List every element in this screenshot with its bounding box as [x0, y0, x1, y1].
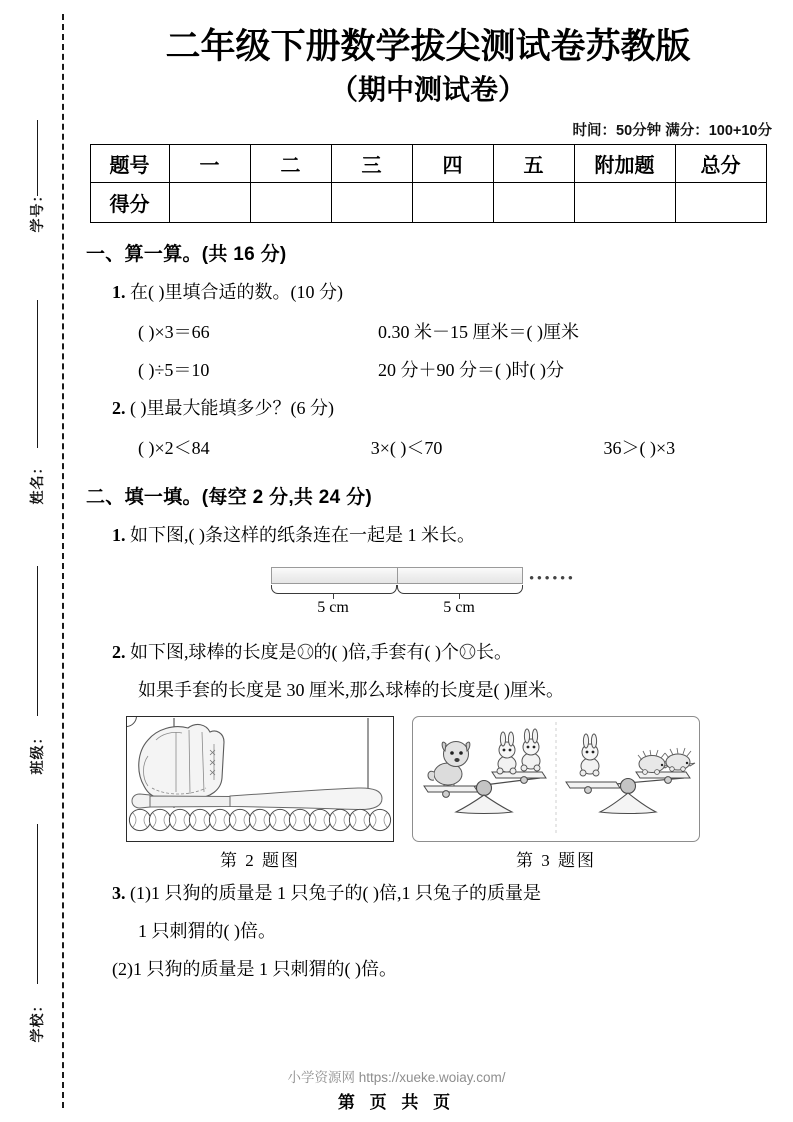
figure-frame [412, 716, 700, 842]
field-label-class: 班级： [29, 729, 45, 775]
score-table-col-total: 总分 [675, 144, 766, 182]
strip-length-label-left: 5 cm [317, 598, 349, 616]
binding-margin-rail [0, 0, 72, 1122]
equation-3-3: 36＞( )×3 [603, 437, 676, 458]
question-number: 2. [112, 641, 126, 662]
equation-row-3 [138, 434, 778, 460]
question-1-1 [112, 279, 778, 306]
question-2-2 [112, 639, 778, 666]
score-table-row-label-1: 题号 [90, 144, 169, 182]
dashed-fold-line [62, 14, 64, 1108]
score-cell-4[interactable] [412, 182, 493, 222]
question-text: (1)1 只狗的质量是 1 只兔子的( )倍,1 只兔子的质量是 [130, 882, 541, 903]
ellipsis-dots: •••••• [529, 570, 576, 587]
question-number: 1. [112, 281, 126, 302]
score-cell-5[interactable] [493, 182, 574, 222]
equation-row-2 [138, 356, 778, 382]
equation-2-2: 20 分＋90 分＝( )时( )分 [378, 359, 564, 380]
score-table [90, 144, 767, 223]
question-number: 3. [112, 882, 126, 903]
exam-meta-line: 时间：50分钟 满分：100+10分 [572, 122, 772, 139]
field-label-student-name: 姓名： [29, 459, 45, 505]
question-text-part-a: 如下图,球棒的长度是 [130, 641, 297, 662]
rail-segment [37, 824, 38, 984]
question-number: 1. [112, 524, 126, 545]
question-2-3-line3: (2)1 只狗的质量是 1 只刺猬的( )倍。 [112, 958, 397, 979]
paper-strip-divider [397, 567, 398, 584]
rail-segment [37, 566, 38, 716]
measure-brace-left [271, 585, 397, 594]
paper-strip-figure [263, 563, 593, 621]
table-row-header [90, 144, 766, 182]
table-row-score [90, 182, 766, 222]
baseball-figure [126, 716, 394, 870]
question-text: 如下图,( )条这样的纸条连在一起是 1 米长。 [130, 524, 475, 545]
question-number: 2. [112, 397, 126, 418]
equation-3-1: ( )×2＜84 [138, 437, 210, 458]
equation-1-1: ( )×3＝66 [138, 321, 210, 342]
figure-frame [126, 716, 394, 842]
figure-caption: 第 2 题图 [220, 850, 300, 870]
question-2-3 [112, 880, 778, 907]
measure-brace-right [397, 585, 523, 594]
question-2-3-line2: 1 只刺猬的( )倍。 [138, 920, 276, 941]
score-cell-bonus[interactable] [574, 182, 675, 222]
site-watermark: 小学资源网 https://xueke.woiay.com/ [287, 1070, 506, 1085]
score-table-col-3: 三 [331, 144, 412, 182]
score-table-col-4: 四 [412, 144, 493, 182]
exam-page [78, 0, 778, 1122]
field-label-student-id: 学号： [29, 187, 45, 233]
strip-length-label-right: 5 cm [443, 598, 475, 616]
question-1-2 [112, 395, 778, 422]
field-label-school: 学校： [29, 997, 45, 1043]
score-table-row-label-2: 得分 [90, 182, 169, 222]
score-table-col-5: 五 [493, 144, 574, 182]
baseball-icon [459, 643, 476, 660]
baseball-icon [297, 643, 314, 660]
equation-2-1: ( )÷5＝10 [138, 359, 210, 380]
score-table-col-1: 一 [169, 144, 250, 182]
figures-row [78, 716, 778, 874]
rail-segment [37, 120, 38, 196]
equation-row-1 [138, 318, 778, 344]
page-title: 二年级下册数学拔尖测试卷苏教版 [165, 27, 691, 66]
section-heading-2: 二、填一填。(每空 2 分,共 24 分) [86, 486, 373, 508]
score-cell-total[interactable] [675, 182, 766, 222]
question-2-2-line2: 如果手套的长度是 30 厘米,那么球棒的长度是( )厘米。 [138, 679, 564, 700]
rail-segment [37, 300, 38, 448]
page-subtitle: （期中测试卷） [329, 74, 526, 106]
question-2-1 [112, 522, 778, 549]
score-cell-1[interactable] [169, 182, 250, 222]
question-text: ( )里最大能填多少？(6 分) [130, 397, 334, 418]
question-text: 在( )里填合适的数。(10 分) [130, 281, 343, 302]
equation-1-2: 0.30 米－15 厘米＝( )厘米 [378, 321, 579, 342]
question-text-part-b: 的( )倍,手套有( )个 [313, 641, 459, 662]
balance-figure [412, 716, 700, 870]
score-cell-2[interactable] [250, 182, 331, 222]
question-text-part-c: 长。 [475, 641, 512, 662]
score-table-col-bonus: 附加题 [574, 144, 675, 182]
equation-3-2: 3×( )＜70 [370, 437, 443, 458]
section-heading-1: 一、算一算。(共 16 分) [86, 243, 287, 265]
score-table-col-2: 二 [250, 144, 331, 182]
score-cell-3[interactable] [331, 182, 412, 222]
page-number-footer: 第 页 共 页 [337, 1093, 456, 1112]
figure-caption: 第 3 题图 [516, 850, 596, 870]
